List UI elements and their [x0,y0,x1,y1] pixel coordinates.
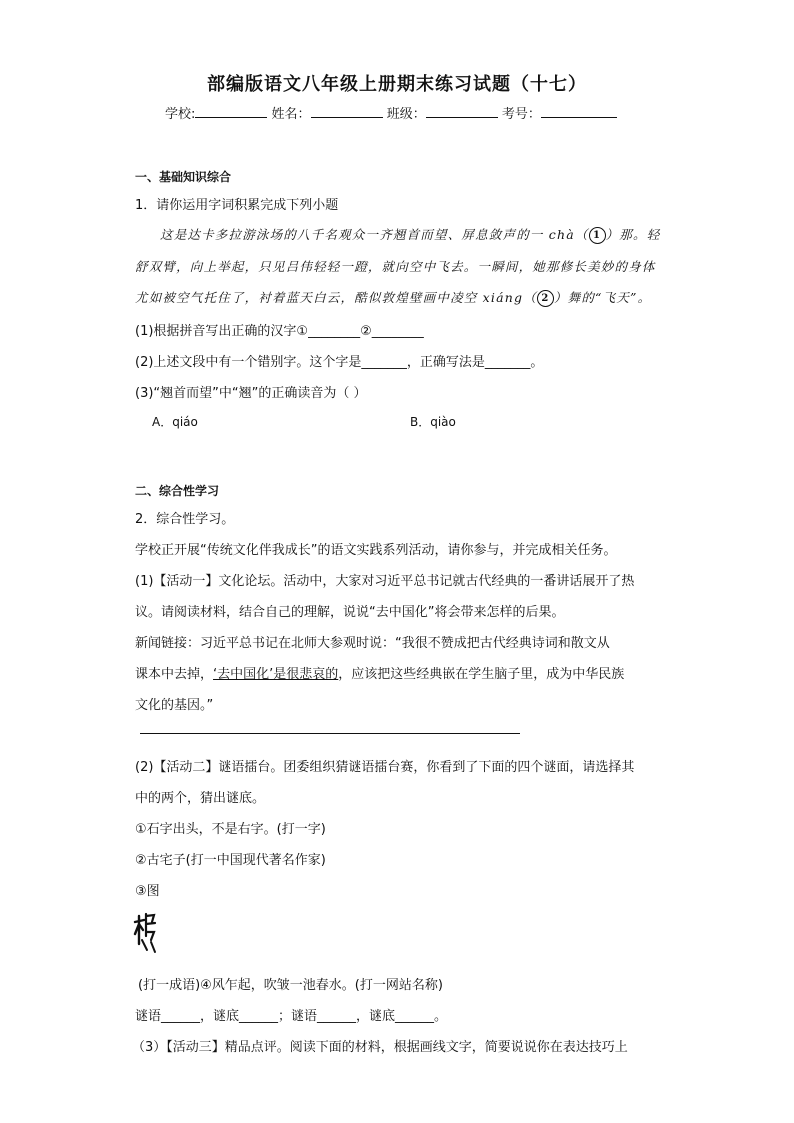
passage-text: ）那。轻 [605,227,661,242]
question-2-intro: 学校正开展“传统文化伴我成长”的语文实践系列活动，请你参与，并完成相关任务。 [135,543,617,558]
passage-text: ）舞的“飞天”。 [553,290,652,305]
news-link-line-2 [135,663,624,682]
sub-question-1: (1)根据拼音写出正确的汉字①________②________ [135,324,424,339]
school-label: 学校: [165,107,196,122]
passage-line-2: 舒双臂，向上举起，只见吕伟轻轻一蹬，就向空中飞去。一瞬间，她那修长美妙的身体 [135,259,656,274]
activity-3-line-1: （3）【活动三】精品点评。阅读下面的材料，根据画线文字，简要说说你在表达技巧上 [132,1040,628,1055]
class-label: 班级： [386,107,426,122]
school-blank[interactable] [195,104,267,118]
riddle-2: ②古宅子(打一中国现代著名作家) [135,853,326,868]
riddle-3: ③图 [135,884,160,899]
passage-line-1 [160,225,660,244]
activity-1-line-2: 议。请阅读材料，结合自己的理解，说说“去中国化”将会带来怎样的后果。 [135,605,565,620]
question-1-stem: 1．请你运用字词积累完成下列小题 [135,198,339,213]
sub-question-3: (3)“翘首而望”中“翘”的正确读音为（ ） [135,386,367,401]
blank-marker-2: 2 [537,290,554,307]
section-heading-comprehensive: 二、综合性学习 [135,484,220,498]
riddle-1: ①石字出头，不是右字。(打一字) [135,822,326,837]
name-blank[interactable] [311,104,383,118]
blank-marker-1: 1 [589,227,606,244]
answer-line[interactable] [140,733,520,734]
exam-number-blank[interactable] [541,104,617,118]
name-label: 姓名： [271,107,311,122]
question-2-stem: 2．综合性学习。 [135,512,235,527]
news-text: ，应该把这些经典嵌在学生脑子里，成为中华民族 [338,667,625,682]
page-title: 部编版语文八年级上册期末练习试题（十七） [207,74,587,95]
passage-line-3 [135,288,651,307]
passage-text: 这是达卡多拉游泳场的八千名观众一齐翘首而望、屏息敛声的一 chà（ [160,227,589,242]
sub-question-2: (2)上述文段中有一个错别字。这个字是_______，正确写法是_______。 [135,355,544,370]
activity-2-line-1: (2)【活动二】谜语擂台。团委组织猜谜语擂台赛，你看到了下面的四个谜面，请选择其 [135,760,635,775]
exam-number-label: 考号： [501,107,541,122]
option-a[interactable]: A．qiáo [152,415,198,429]
riddle-answer-line[interactable]: 谜语______，谜底______；谜语______，谜底______。 [135,1009,448,1024]
class-blank[interactable] [426,104,498,118]
student-info-line [165,103,617,122]
activity-1-line-1: (1)【活动一】文化论坛。活动中，大家对习近平总书记就古代经典的一番讲话展开了热 [135,574,635,589]
option-b[interactable]: B．qiào [410,415,456,429]
activity-2-line-2: 中的两个，猜出谜底。 [135,791,266,806]
news-link-line-3: 文化的基因。” [135,698,214,713]
riddle-3-hint-and-riddle-4: (打一成语)④风乍起，吹皱一池春水。(打一网站名称) [138,978,443,993]
calligraphy-glyph-icon [133,910,159,954]
news-link-line-1: 新闻链接：习近平总书记在北师大参观时说：“我很不赞成把古代经典诗词和散文从 [135,636,610,651]
news-text: 课本中去掉， [135,667,214,682]
underlined-quote: ‘去中国化’是很悲哀的 [213,667,339,682]
section-heading-basic: 一、基础知识综合 [135,170,232,184]
riddle-3-image [133,910,159,954]
passage-text: 尤如被空气托住了，衬着蓝天白云，酷似敦煌壁画中凌空 xiáng（ [135,290,537,305]
